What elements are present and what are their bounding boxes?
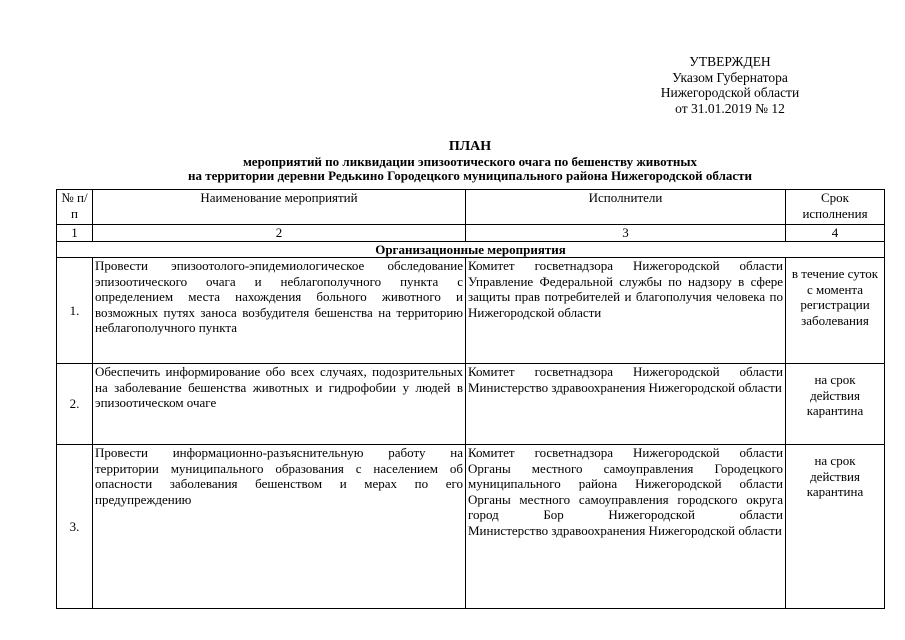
- title-line: мероприятий по ликвидации эпизоотического очага по бешенству животных: [242, 153, 698, 169]
- approval-line: Нижегородской области: [660, 85, 800, 100]
- column-index: 3: [466, 225, 786, 242]
- header-name: Наименование мероприятий: [93, 190, 466, 225]
- header-term: Срок исполнения: [786, 190, 885, 225]
- approval-line: Указом Губернатора: [672, 69, 788, 85]
- column-index: 1: [57, 225, 93, 242]
- approval-line: от 31.01.2019 № 12: [675, 100, 785, 116]
- executor: Комитет госветнадзора Нижегородской области: [468, 258, 783, 273]
- executor: Органы местного самоуправления Городецкого муниципального района Нижегородской области: [468, 460, 783, 491]
- column-index-row: [57, 225, 885, 242]
- row-number: 2.: [57, 364, 93, 445]
- row-term: на срок действия карантина: [786, 364, 885, 445]
- row-term: на срок действия карантина: [786, 445, 885, 609]
- row-executors: [466, 364, 786, 445]
- table-row: [57, 364, 885, 445]
- executor: Органы местного самоуправления городского округа город Бор Нижегородской области: [468, 491, 783, 522]
- document-title: [56, 140, 884, 184]
- row-number: 3.: [57, 445, 93, 609]
- column-index: 4: [786, 225, 885, 242]
- executor: Управление Федеральной службы по надзору в сфере защиты прав потребителей и благополучия человека по Нижегородской области: [468, 273, 783, 320]
- row-activity: Провести эпизоотолого-эпидемиологическое обследование эпизоотического очага и неблагополучного пункта с определением места нахождения больного животного и возможных путях заноса возбудителя бешенства на территорию неблагополучного пункта: [93, 258, 466, 364]
- table-header-row: [57, 190, 885, 225]
- title-line: на территории деревни Редькино Городецкого муниципального района Нижегородской области: [187, 168, 753, 183]
- section-row: [57, 241, 885, 258]
- executor: Комитет госветнадзора Нижегородской области: [468, 364, 783, 379]
- row-activity: Провести информационно-разъяснительную работу на территории муниципального образования с населением об опасности заболевания бешенством и мерах по его предупреждению: [93, 445, 466, 609]
- executor: Комитет госветнадзора Нижегородской области: [468, 445, 783, 460]
- header-executors: Исполнители: [466, 190, 786, 225]
- plan-table: [56, 189, 885, 609]
- table-row: [57, 258, 885, 364]
- column-index: 2: [93, 225, 466, 242]
- row-executors: [466, 445, 786, 609]
- table-row: [57, 445, 885, 609]
- executor: Министерство здравоохранения Нижегородской области: [468, 522, 782, 538]
- executor: Министерство здравоохранения Нижегородской области: [468, 379, 782, 395]
- row-term: в течение суток с момента регистрации заболевания: [786, 258, 885, 364]
- section-title: Организационные мероприятия: [57, 241, 885, 258]
- approval-line: УТВЕРЖДЕН: [689, 54, 771, 69]
- header-num: № п/п: [57, 190, 93, 225]
- row-activity: Обеспечить информирование обо всех случаях, подозрительных на заболевание бешенства животных и гидрофобии у людей в эпизоотическом очаге: [93, 364, 466, 445]
- row-executors: [466, 258, 786, 364]
- approval-stamp: [630, 54, 830, 116]
- title-main: ПЛАН: [448, 139, 492, 154]
- row-number: 1.: [57, 258, 93, 364]
